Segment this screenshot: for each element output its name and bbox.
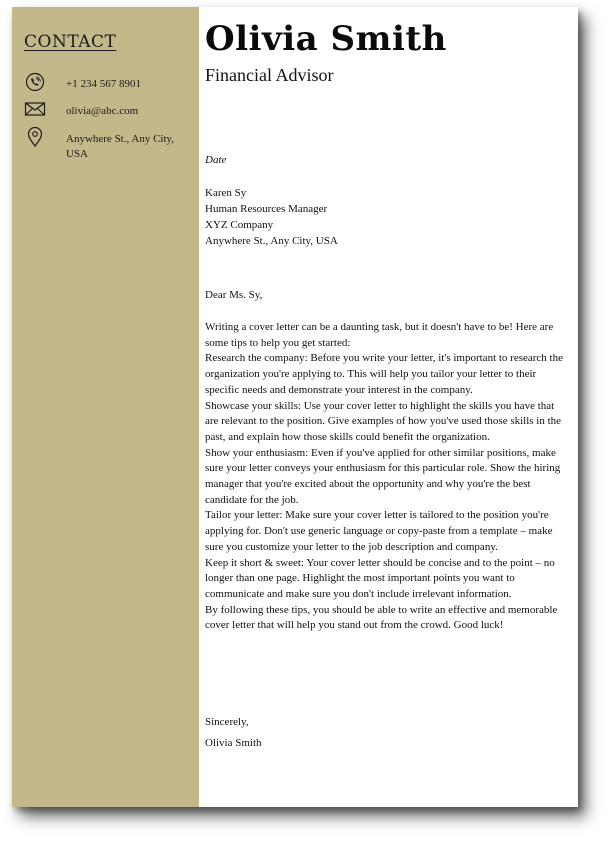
recipient-name: Karen Sy xyxy=(205,187,247,199)
letter-date: Date xyxy=(205,154,227,166)
phone-icon xyxy=(24,72,46,92)
recipient-title: Human Resources Manager xyxy=(205,203,328,215)
contact-email xyxy=(24,99,189,119)
applicant-name: Olivia Smith xyxy=(205,19,447,59)
mail-icon xyxy=(24,99,46,119)
recipient-block xyxy=(205,185,338,249)
body-paragraph: Research the company: Before you write your letter, it's important to research the organization you're applying to. This will help you tailor your letter to their specific needs and demonstrate your interest in the company. xyxy=(205,352,563,396)
signature-name: Olivia Smith xyxy=(205,737,262,749)
email-text: olivia@abc.com xyxy=(66,105,139,117)
body-paragraph: Writing a cover letter can be a daunting task, but it doesn't have to be! Here are some tips to help you get started: xyxy=(205,321,554,349)
body-paragraph: Show your enthusiasm: Even if you've applied for other similar positions, make sure your letter conveys your enthusiasm for this particular role. Show the hiring manager that you're excited about the opportunity and why you're the best candidate for the job. xyxy=(205,446,561,506)
recipient-company: XYZ Company xyxy=(205,219,274,231)
letter-page xyxy=(12,7,578,807)
location-pin-icon xyxy=(24,127,46,147)
closing: Sincerely, xyxy=(205,716,249,728)
body-paragraph: Keep it short & sweet: Your cover letter should be concise and to the point – no longer than one page. Highlight the most important points you want to communicate and make sure you don't include irrelevant information. xyxy=(205,556,555,600)
recipient-address: Anywhere St., Any City, USA xyxy=(205,235,338,247)
body-paragraph: By following these tips, you should be able to write an effective and memorable cover letter that will help you stand out from the crowd. Good luck! xyxy=(205,603,558,632)
salutation: Dear Ms. Sy, xyxy=(205,289,263,301)
address-text: Anywhere St., Any City, USA xyxy=(66,133,175,160)
contact-phone xyxy=(24,72,189,92)
job-title: Financial Advisor xyxy=(205,65,334,85)
contact-address xyxy=(24,127,189,162)
sidebar xyxy=(12,7,199,807)
body-paragraph: Tailor your letter: Make sure your cover letter is tailored to the position you're applying for. Don't use generic language or copy-paste from a template – make sure you customize your letter to the job description and company. xyxy=(205,509,553,553)
body-paragraph: Showcase your skills: Use your cover letter to highlight the skills you have that are relevant to the position. Give examples of how you've used those skills in the past, and explain how those skills could benefit the organization. xyxy=(205,399,562,443)
letter-body xyxy=(205,320,563,634)
contact-heading: CONTACT xyxy=(24,32,117,52)
phone-text: +1 234 567 8901 xyxy=(66,78,141,90)
